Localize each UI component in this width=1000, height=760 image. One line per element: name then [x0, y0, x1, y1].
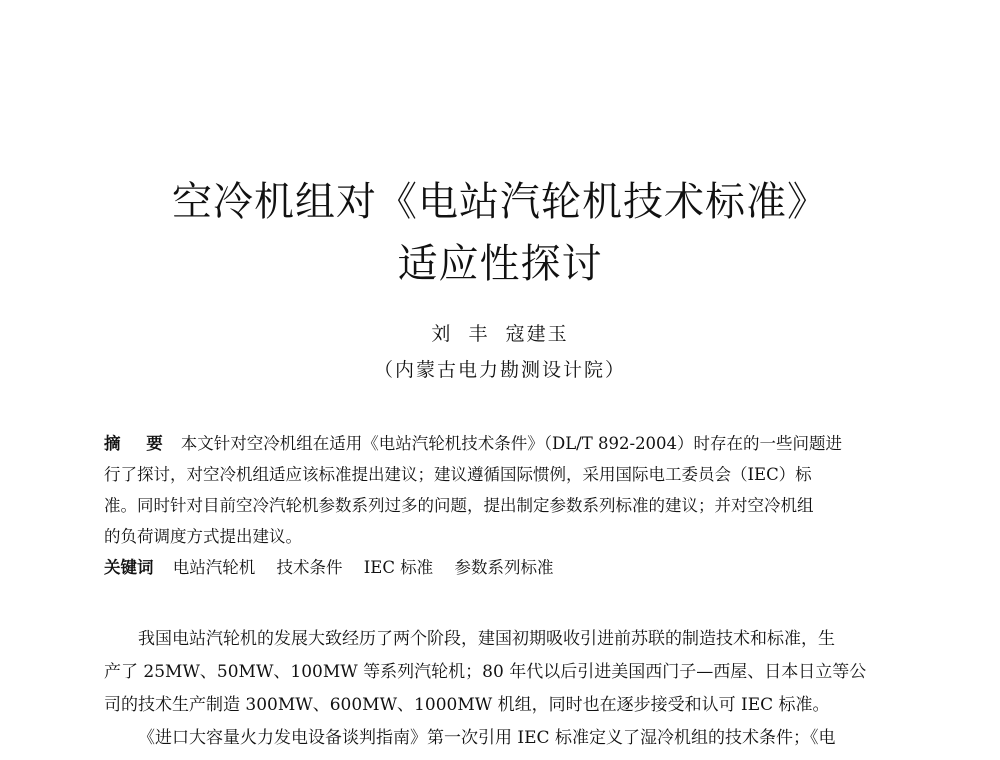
- body-line: 《进口大容量火力发电设备谈判指南》第一次引用 IEC 标准定义了湿冷机组的技术条件；《电: [138, 728, 836, 748]
- paper-title-line-2: 适应性探讨: [397, 241, 603, 287]
- abstract-text: 本文针对空冷机组在适用《电站汽轮机技术条件》（DL/T 892-2004）时存在的一些问题进: [180, 434, 843, 453]
- keyword: 技术条件: [276, 558, 343, 577]
- body-line: 司的技术生产制造 300MW、600MW、1000MW 机组，同时也在逐步接受和认可 IEC 标准。: [104, 695, 830, 715]
- abstract-line: 行了探讨，对空冷机组适应该标准提出建议；建议遵循国际惯例，采用国际电工委员会（IEC）标: [104, 465, 812, 484]
- body-line: 我国电站汽轮机的发展大致经历了两个阶段，建国初期吸收引进前苏联的制造技术和标准，生: [138, 629, 835, 649]
- keyword: 参数系列标准: [454, 558, 554, 577]
- paper-title-line-1: 空冷机组对《电站汽轮机技术标准》: [172, 179, 828, 225]
- keyword: 电站汽轮机: [172, 558, 256, 577]
- keywords-label: 关键词: [104, 558, 154, 577]
- keywords: [104, 552, 900, 583]
- author-affiliation: （内蒙古电力勘测设计院）: [373, 359, 626, 381]
- body-text: [104, 623, 900, 755]
- keyword: IEC 标准: [363, 558, 434, 577]
- abstract-line: 准。同时针对目前空冷汽轮机参数系列过多的问题，提出制定参数系列标准的建议；并对空冷机组: [104, 496, 814, 515]
- abstract-label: 摘 要: [104, 434, 173, 453]
- body-line: 产了 25MW、50MW、100MW 等系列汽轮机；80 年代以后引进美国西门子—西屋、日本日立等公: [104, 662, 867, 682]
- abstract-line: 的负荷调度方式提出建议。: [104, 527, 302, 546]
- abstract-line: [104, 428, 900, 459]
- author-names: 刘 丰 寇建玉: [431, 323, 569, 345]
- abstract: [104, 428, 900, 583]
